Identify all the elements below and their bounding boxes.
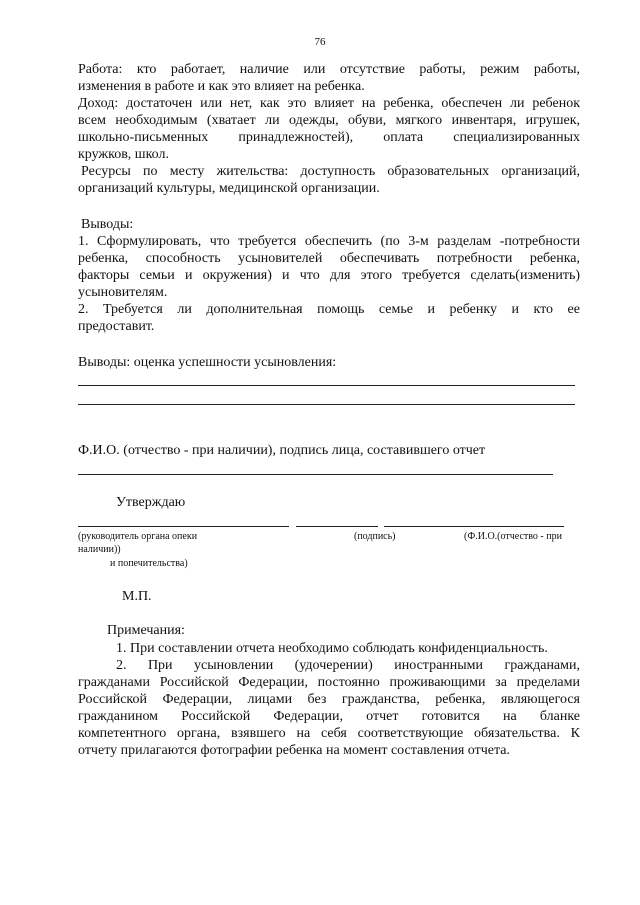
approval-line-signature bbox=[296, 526, 378, 527]
resources-line-1: Ресурсы по месту жительства: доступность образовательных организаций, bbox=[81, 164, 580, 179]
criteria-section bbox=[78, 61, 580, 197]
income-line-3: школьно-письменных принадлежностей), оплата специализированных bbox=[78, 130, 580, 145]
conclusion-1-line-4: усыновителям. bbox=[78, 285, 168, 300]
conclusion-1-line-1: 1. Сформулировать, что требуется обеспечить (по 3-м разделам -потребности bbox=[78, 234, 580, 249]
note-2-line-2: гражданами Российской Федерации, постоянно проживающими за пределами bbox=[78, 675, 580, 690]
note-2-line-5: компетентного органа, взявшего на себя соответствующие обязательства. К bbox=[78, 726, 580, 741]
note-2-line-3: Российской Федерации, лицами без гражданства, ребенка, являющегося bbox=[78, 692, 580, 707]
fio-caption: (Ф.И.О.(отчество - при bbox=[464, 531, 562, 542]
resources-line-2: организаций культуры, медицинской организации. bbox=[78, 181, 380, 196]
assessment-blank-line-2 bbox=[78, 404, 575, 405]
conclusions-section bbox=[78, 216, 580, 335]
note-2-line-4: гражданином Российской Федерации, отчет готовится на бланке bbox=[78, 709, 580, 724]
work-line-2: изменения в работе и как это влияет на ребенка. bbox=[78, 79, 365, 94]
signature-caption: (подпись) bbox=[354, 531, 396, 542]
conclusion-1-line-3: факторы семьи и окружения) и что для этого требуется сделать(изменить) bbox=[78, 268, 580, 283]
head-of-agency-caption-1: (руководитель органа опеки bbox=[78, 531, 198, 542]
page-number: 76 bbox=[314, 36, 326, 48]
seal-label: М.П. bbox=[122, 589, 152, 604]
income-line-1: Доход: достаточен или нет, как это влияет на ребенка, обеспечен ли ребенок bbox=[78, 96, 580, 111]
income-line-4: кружков, школ. bbox=[78, 147, 169, 162]
head-of-agency-caption-3: и попечительства) bbox=[110, 558, 188, 569]
notes-section bbox=[78, 640, 580, 759]
assessment-blank-line-1 bbox=[78, 385, 575, 386]
income-line-2: всем необходимым (хватает ли одежды, обуви, мягкого инвентаря, игрушек, bbox=[78, 113, 580, 128]
note-1: 1. При составлении отчета необходимо соблюдать конфиденциальность. bbox=[116, 641, 548, 656]
approval-heading: Утверждаю bbox=[116, 495, 186, 510]
head-of-agency-caption-2: наличии)) bbox=[78, 544, 121, 555]
note-2-line-1: 2. При усыновлении (удочерении) иностранными гражданами, bbox=[116, 658, 580, 673]
notes-heading: Примечания: bbox=[107, 623, 185, 638]
assessment-heading: Выводы: оценка успешности усыновления: bbox=[78, 355, 337, 370]
conclusion-2-line-1: 2. Требуется ли дополнительная помощь семье и ребенку и кто ее bbox=[78, 302, 580, 317]
work-line-1: Работа: кто работает, наличие или отсутствие работы, режим работы, bbox=[78, 62, 580, 77]
approval-line-head bbox=[78, 526, 289, 527]
note-2-line-6: отчету прилагаются фотографии ребенка на момент составления отчета. bbox=[78, 743, 510, 758]
conclusion-2-line-2: предоставит. bbox=[78, 319, 155, 334]
signature-label: Ф.И.О. (отчество - при наличии), подпись лица, составившего отчет bbox=[78, 443, 486, 458]
approval-line-fio bbox=[384, 526, 564, 527]
conclusions-heading: Выводы: bbox=[81, 217, 134, 232]
conclusion-1-line-2: ребенка, способность усыновителей обеспечивать потребности ребенка, bbox=[78, 251, 580, 266]
signature-blank-line bbox=[78, 474, 553, 475]
